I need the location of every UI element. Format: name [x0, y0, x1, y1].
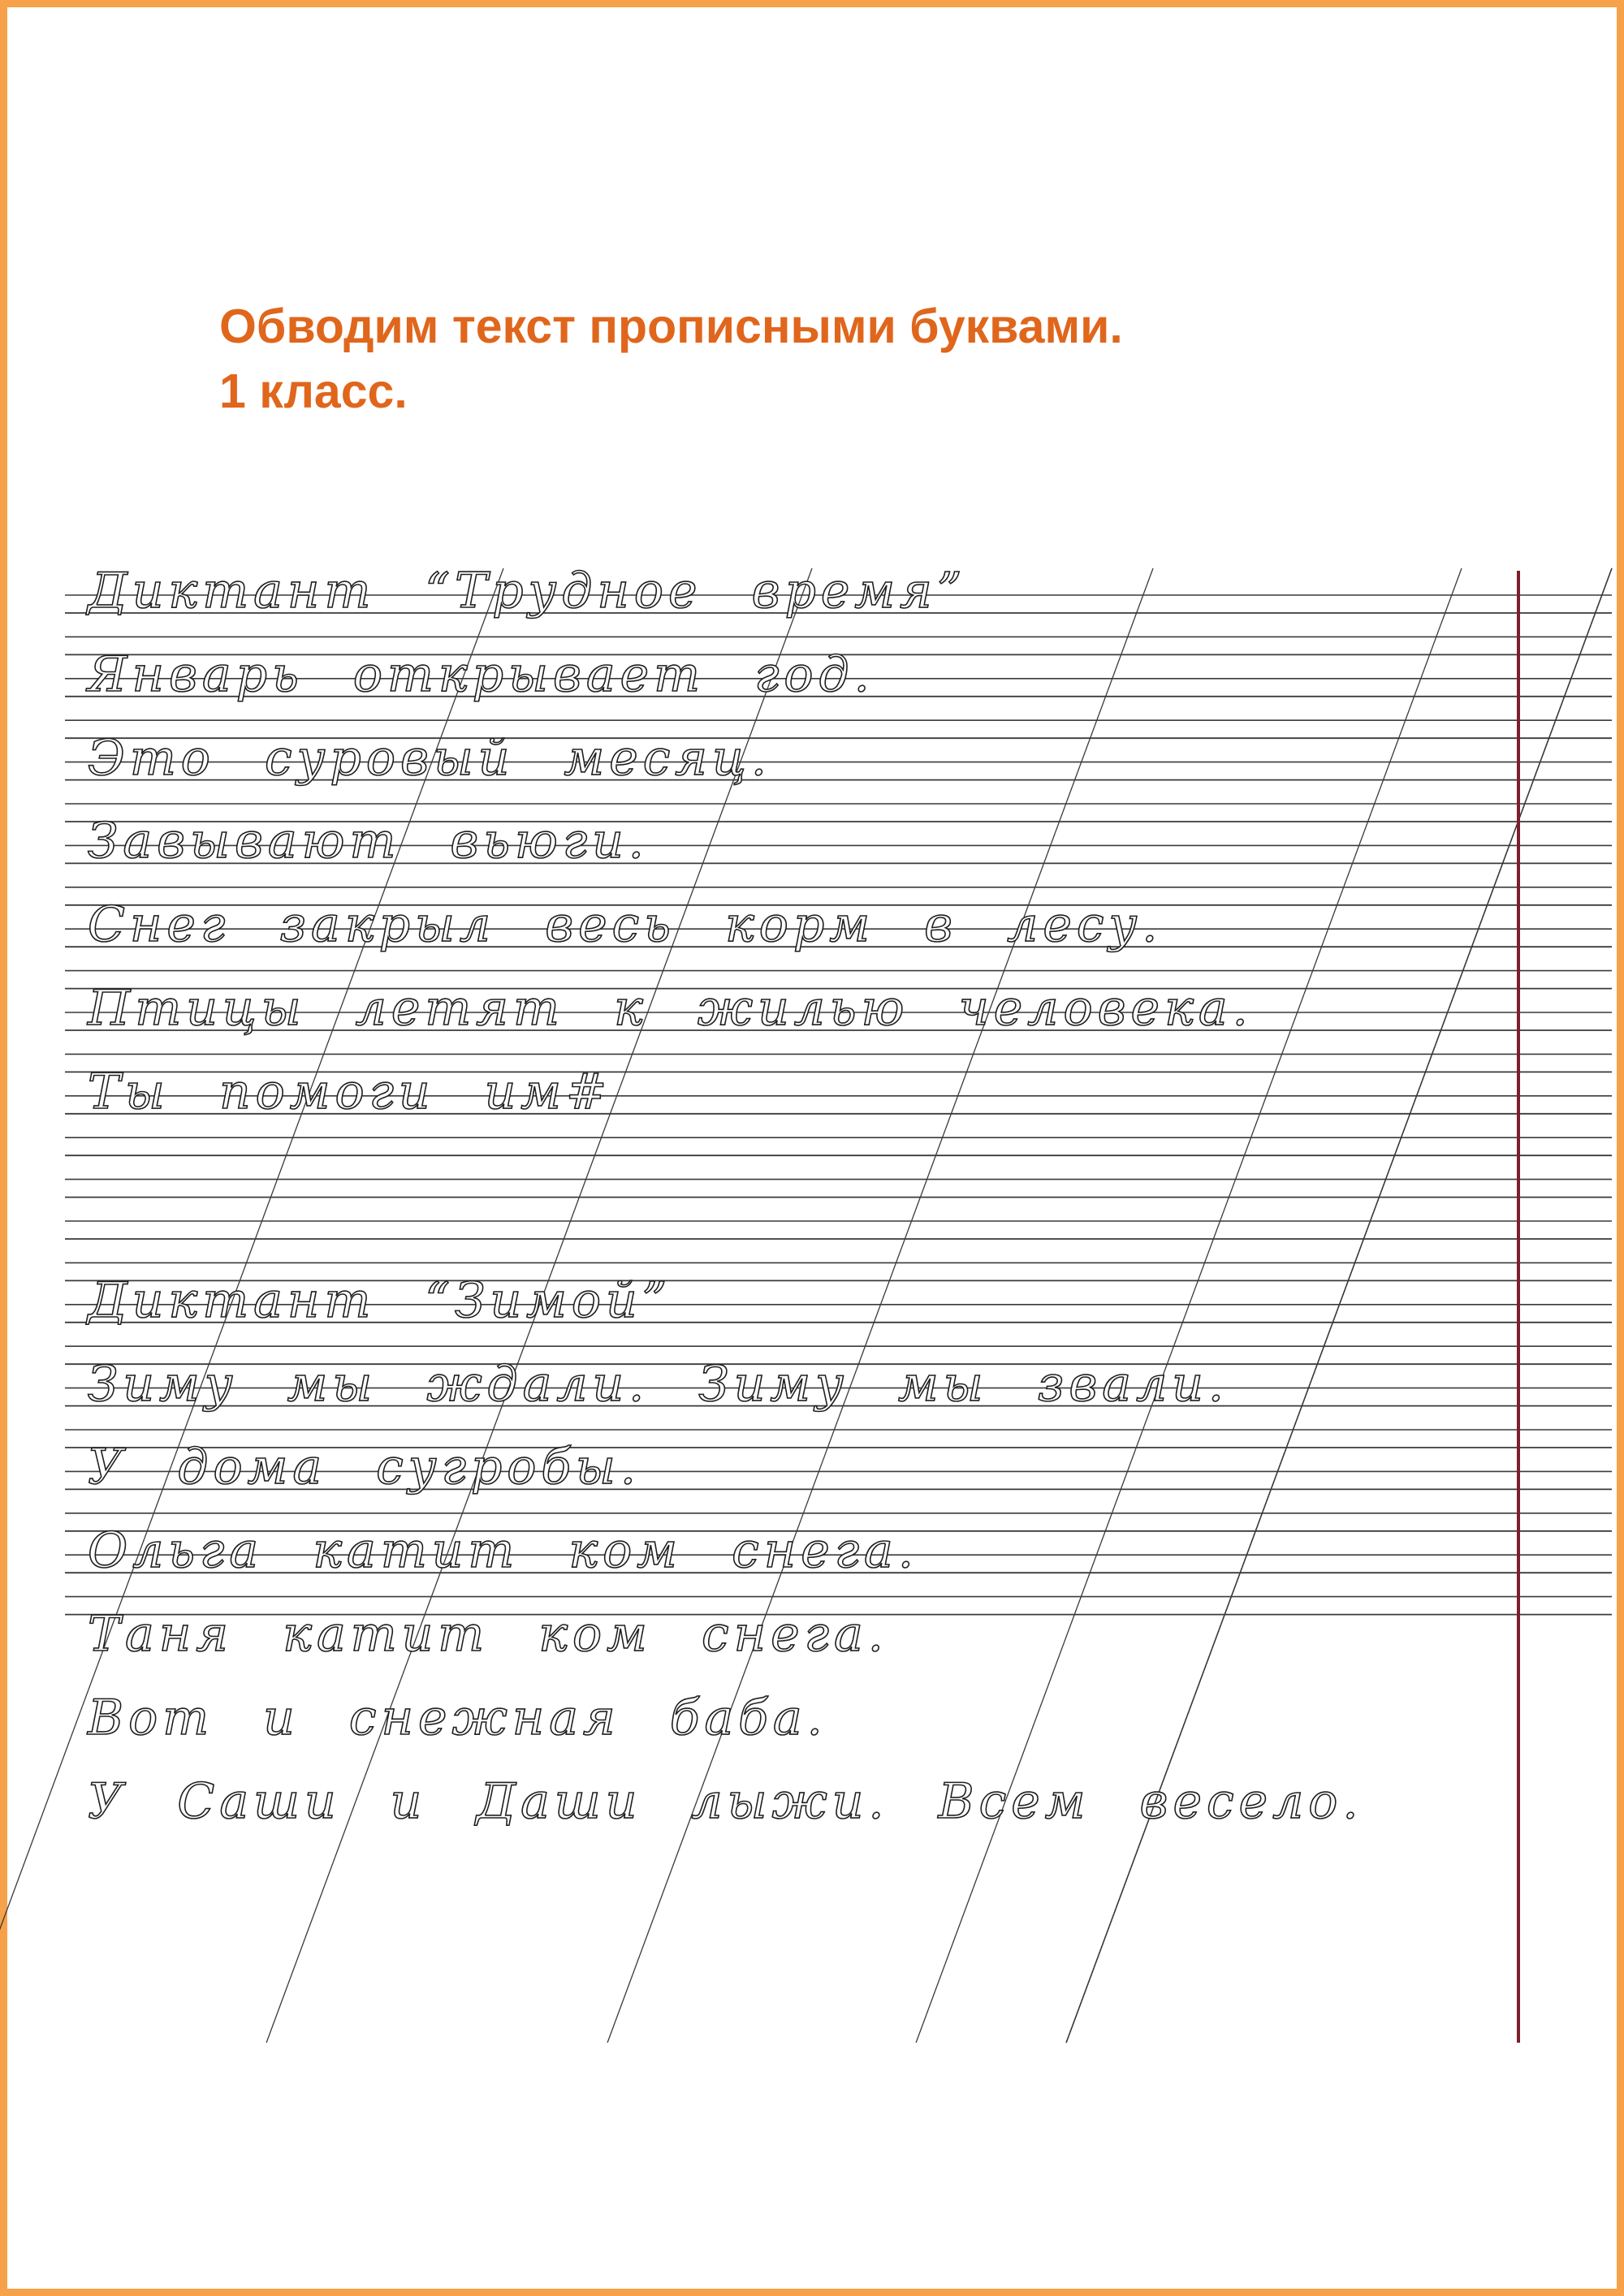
tracing-line-dictation-2-title: Диктант “Зимой”: [88, 1271, 672, 1329]
tracing-line: Январь открывает год.: [88, 645, 875, 703]
tracing-line: Вот и снежная баба.: [88, 1689, 827, 1746]
tracing-line-dictation-1-title: Диктант “Трудное время”: [88, 563, 967, 619]
tracing-line: Ты помоги им#: [88, 1063, 612, 1120]
tracing-line: Зиму мы ждали. Зиму мы звали.: [88, 1355, 1229, 1413]
tracing-line: Это суровый месяц.: [88, 729, 771, 787]
tracing-line: У дома сугробы.: [88, 1439, 641, 1496]
worksheet-grade: 1 класс.: [219, 365, 408, 418]
worksheet-title: Обводим текст прописными буквами.: [219, 300, 1123, 353]
tracing-line: Птицы летят к жилью человека.: [88, 980, 1253, 1037]
tracing-line: Снег закрыл весь корм в лесу.: [88, 896, 1163, 954]
tracing-line: Ольга катит ком снега.: [88, 1522, 918, 1580]
tracing-line: Завывают вьюги.: [88, 813, 649, 870]
tracing-line: Таня катит ком снега.: [88, 1606, 888, 1663]
tracing-line: У Саши и Даши лыжи. Всем весело.: [88, 1772, 1363, 1830]
